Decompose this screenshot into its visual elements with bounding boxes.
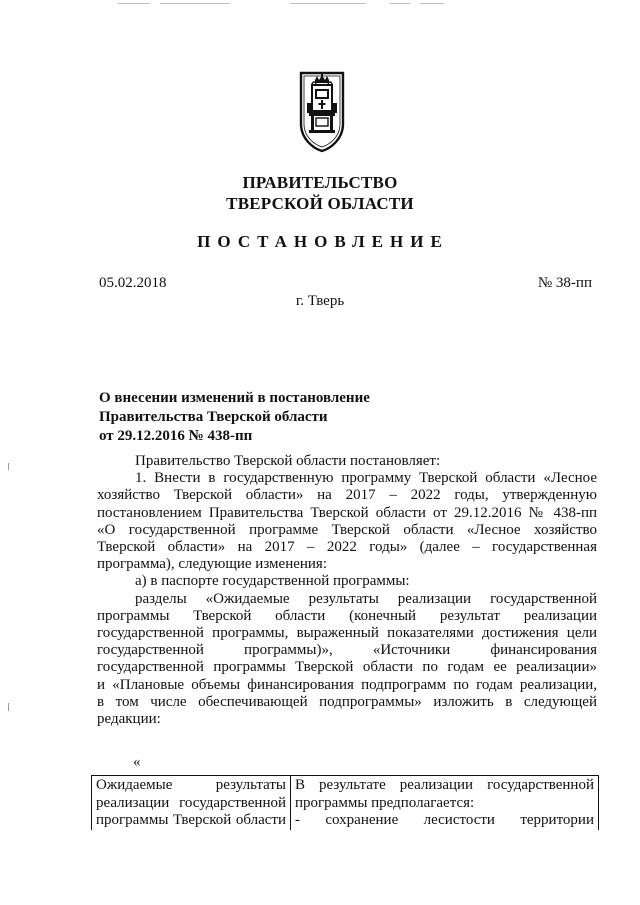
cell-line: В результате реализации государственной — [295, 777, 594, 793]
body-line: 1. Внести в государственную программу Тверской области «Лесное — [135, 470, 597, 487]
org-line-2: ТВЕРСКОЙ ОБЛАСТИ — [226, 194, 414, 213]
body-line: в том числе обеспечивающей подпрограммы» изложить в следующей — [97, 693, 597, 710]
subject-line-3: от 29.12.2016 № 438-пп — [99, 428, 253, 444]
scan-artifact — [420, 3, 444, 4]
scan-artifact — [160, 3, 230, 4]
body-line: программа), следующие изменения: — [97, 556, 327, 573]
body-line: Тверской области» на 2017 – 2022 годы» (далее – государственная — [97, 539, 597, 556]
table-cell-value — [291, 776, 599, 830]
document-number: № 38-пп — [537, 275, 592, 291]
org-line-1: ПРАВИТЕЛЬСТВО — [242, 173, 398, 192]
cell-line: - сохранение лесистости территории — [295, 812, 594, 828]
body-line: государственной программы, выраженный показателями достижения цели — [97, 625, 597, 642]
subject-line-1: О внесении изменений в постановление — [99, 390, 370, 406]
body-paragraph: а) в паспорте государственной программы: — [135, 573, 410, 590]
body-line: программы Тверской области (конечный результат реализации — [97, 607, 597, 624]
scan-artifact — [390, 3, 410, 4]
cell-line: реализации государственной — [96, 794, 286, 811]
table-row — [92, 776, 599, 830]
body-line: разделы «Ожидаемые результаты реализации государственной — [135, 590, 597, 607]
document-type: ПОСТАНОВЛЕНИЕ — [197, 232, 449, 251]
body-paragraph: Правительство Тверской области постановляет: — [135, 453, 441, 469]
body-line: государственной программы)», «Источники финансирования — [97, 642, 597, 659]
cell-line: программы предполагается: — [295, 794, 475, 811]
document-body — [97, 453, 597, 728]
body-line: «О государственной программе Тверской области «Лесное хозяйство — [97, 521, 597, 538]
cell-line: программы Тверской области — [96, 812, 286, 828]
organization-title — [0, 172, 640, 214]
document-date: 05.02.2018 — [99, 275, 167, 291]
passport-table — [91, 775, 599, 830]
body-line: и «Плановые объемы финансирования подпрограмм по годам реализации, — [97, 676, 597, 693]
scan-artifact — [118, 3, 150, 4]
opening-quote: « — [133, 754, 141, 770]
scan-artifact — [290, 3, 366, 4]
subject-line-2: Правительства Тверской области — [99, 409, 328, 425]
document-city: г. Тверь — [295, 293, 345, 309]
margin-mark — [8, 463, 9, 470]
body-line: редакции: — [97, 711, 161, 728]
margin-mark — [8, 703, 9, 711]
body-line: государственной программы Тверской области по годам ее реализации» — [97, 659, 597, 676]
document-subject — [99, 389, 370, 446]
body-line: хозяйство Тверской области» на 2017 – 2022 годы, утвержденную — [97, 487, 597, 504]
table-cell-label — [92, 776, 291, 830]
body-line: постановлением Правительства Тверской области от 29.12.2016 № 438-пп — [97, 504, 597, 521]
coat-of-arms-emblem — [298, 70, 346, 154]
cell-line: Ожидаемые результаты — [96, 777, 286, 793]
